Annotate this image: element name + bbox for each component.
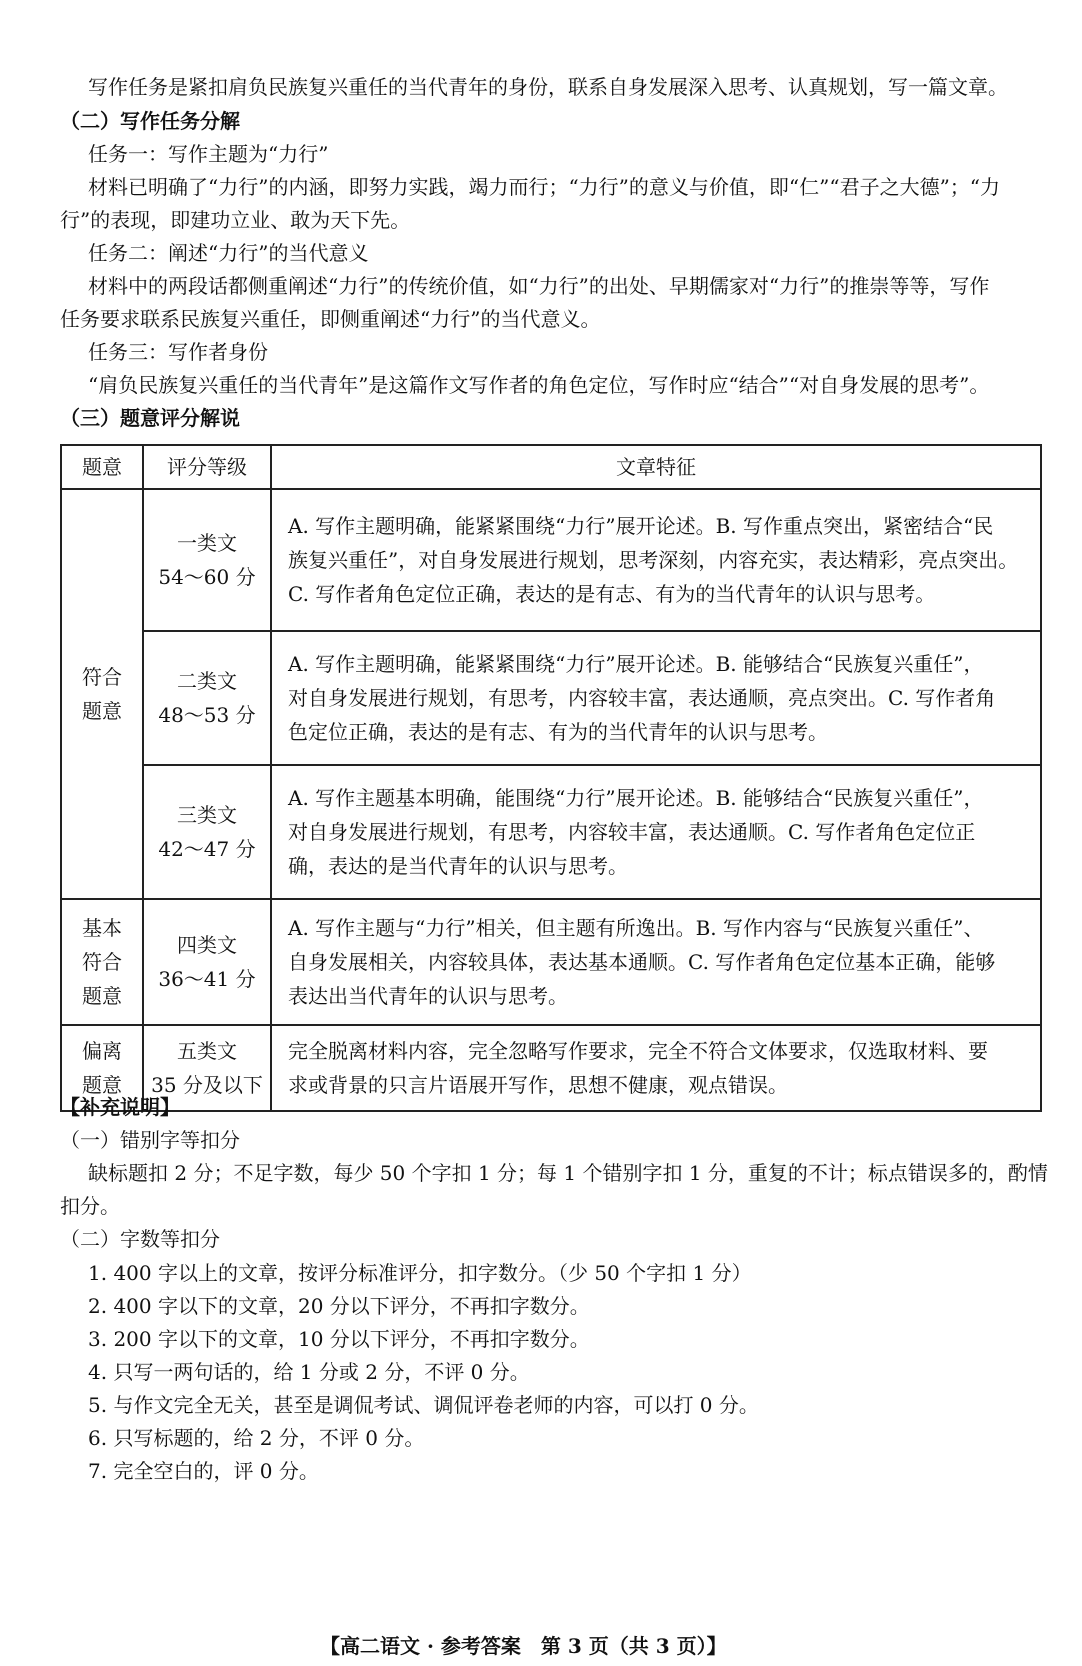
list-item: 2. 400 字以下的文章，20 分以下评分，不再扣字数分。: [88, 1294, 590, 1318]
task1-text-line2: 行”的表现，即建功立业、敢为天下先。: [60, 208, 411, 232]
list-item: 4. 只写一两句话的，给 1 分或 2 分，不评 0 分。: [88, 1360, 530, 1384]
list-item: 3. 200 字以下的文章，10 分以下评分，不再扣字数分。: [88, 1327, 590, 1351]
feature-cell: A. 写作主题明确，能紧紧围绕“力行”展开论述。B. 写作重点突出，紧密结合“民 族复兴重任”，对自身发展进行规划，思考深刻，内容充实，表达精彩，亮点突出。 C. 写作者角色定位正确，表达的是有志、有为的当代青年的认识与思考。: [271, 489, 1041, 631]
task1-title: 任务一：写作主题为“力行”: [88, 142, 329, 166]
task3-title: 任务三：写作者身份: [88, 340, 268, 364]
scoring-table: [60, 444, 1042, 1112]
grade-cell: 三类文 42～47 分: [143, 765, 271, 899]
grade-cell: 二类文 48～53 分: [143, 631, 271, 765]
feature-cell: A. 写作主题明确，能紧紧围绕“力行”展开论述。B. 能够结合“民族复兴重任”， 对自身发展进行规划，有思考，内容较丰富，表达通顺，亮点突出。C. 写作者角 色定位正确，表达的是有志、有为的当代青年的认识与思考。: [271, 631, 1041, 765]
list-item: 1. 400 字以上的文章，按评分标准评分，扣字数分。（少 50 个字扣 1 分）: [88, 1261, 752, 1285]
header-feature: 文章特征: [271, 445, 1041, 489]
category-deviate: 偏离 题意: [61, 1025, 143, 1111]
task2-text-line1: 材料中的两段话都侧重阐述“力行”的传统价值，如“力行”的出处、早期儒家对“力行”的推崇等等，写作: [88, 274, 990, 298]
category-conform: 符合 题意: [61, 489, 143, 899]
section-2-heading: （二）写作任务分解: [60, 109, 240, 133]
feature-cell: A. 写作主题与“力行”相关，但主题有所逸出。B. 写作内容与“民族复兴重任”、 自身发展相关，内容较具体，表达基本通顺。C. 写作者角色定位基本正确，能够 表达出当代青年的认识与思考。: [271, 899, 1041, 1025]
task2-title: 任务二：阐述“力行”的当代意义: [88, 241, 369, 265]
task1-text-line1: 材料已明确了“力行”的内涵，即努力实践，竭力而行；“力行”的意义与价值，即“仁”“君子之大德”；“力: [88, 175, 1001, 199]
grade-cell: 四类文 36～41 分: [143, 899, 271, 1025]
task3-text: “肩负民族复兴重任的当代青年”是这篇作文写作者的角色定位，写作时应“结合”“对自身发展的思考”。: [88, 373, 990, 397]
task2-text-line2: 任务要求联系民族复兴重任，即侧重阐述“力行”的当代意义。: [60, 307, 601, 331]
table-row: [61, 1025, 1041, 1111]
table-row: [61, 631, 1041, 765]
supplement-sub1: （一）错别字等扣分: [60, 1128, 240, 1152]
list-item: 5. 与作文完全无关，甚至是调侃考试、调侃评卷老师的内容，可以打 0 分。: [88, 1393, 759, 1417]
category-basic: 基本 符合 题意: [61, 899, 143, 1025]
table-header-row: [61, 445, 1041, 489]
grade-cell: 五类文 35 分及以下: [143, 1025, 271, 1111]
table-row: [61, 489, 1041, 631]
feature-cell: A. 写作主题基本明确，能围绕“力行”展开论述。B. 能够结合“民族复兴重任”， 对自身发展进行规划，有思考，内容较丰富，表达通顺。C. 写作者角色定位正 确，表达的是当代青年的认识与思考。: [271, 765, 1041, 899]
supplement-sub2: （二）字数等扣分: [60, 1227, 220, 1251]
list-item: 6. 只写标题的，给 2 分，不评 0 分。: [88, 1426, 425, 1450]
table-row: [61, 765, 1041, 899]
list-item: 7. 完全空白的，评 0 分。: [88, 1459, 319, 1483]
supplement-title: 【补充说明】: [60, 1095, 180, 1119]
page-footer: 【高二语文 · 参考答案 第 3 页（共 3 页）】: [320, 1634, 727, 1658]
supplement-sub1-line2: 扣分。: [60, 1194, 120, 1218]
table-row: [61, 899, 1041, 1025]
header-type: 题意: [61, 445, 143, 489]
grade-cell: 一类文 54～60 分: [143, 489, 271, 631]
feature-cell: 完全脱离材料内容，完全忽略写作要求，完全不符合文体要求，仅选取材料、要 求或背景的只言片语展开写作，思想不健康，观点错误。: [271, 1025, 1041, 1111]
section-3-heading: （三）题意评分解说: [60, 406, 240, 430]
intro-paragraph: 写作任务是紧扣肩负民族复兴重任的当代青年的身份，联系自身发展深入思考、认真规划，写一篇文章。: [88, 75, 1008, 99]
header-grade: 评分等级: [143, 445, 271, 489]
supplement-sub1-line1: 缺标题扣 2 分；不足字数，每少 50 个字扣 1 分；每 1 个错别字扣 1 分，重复的不计；标点错误多的，酌情: [88, 1161, 1048, 1185]
